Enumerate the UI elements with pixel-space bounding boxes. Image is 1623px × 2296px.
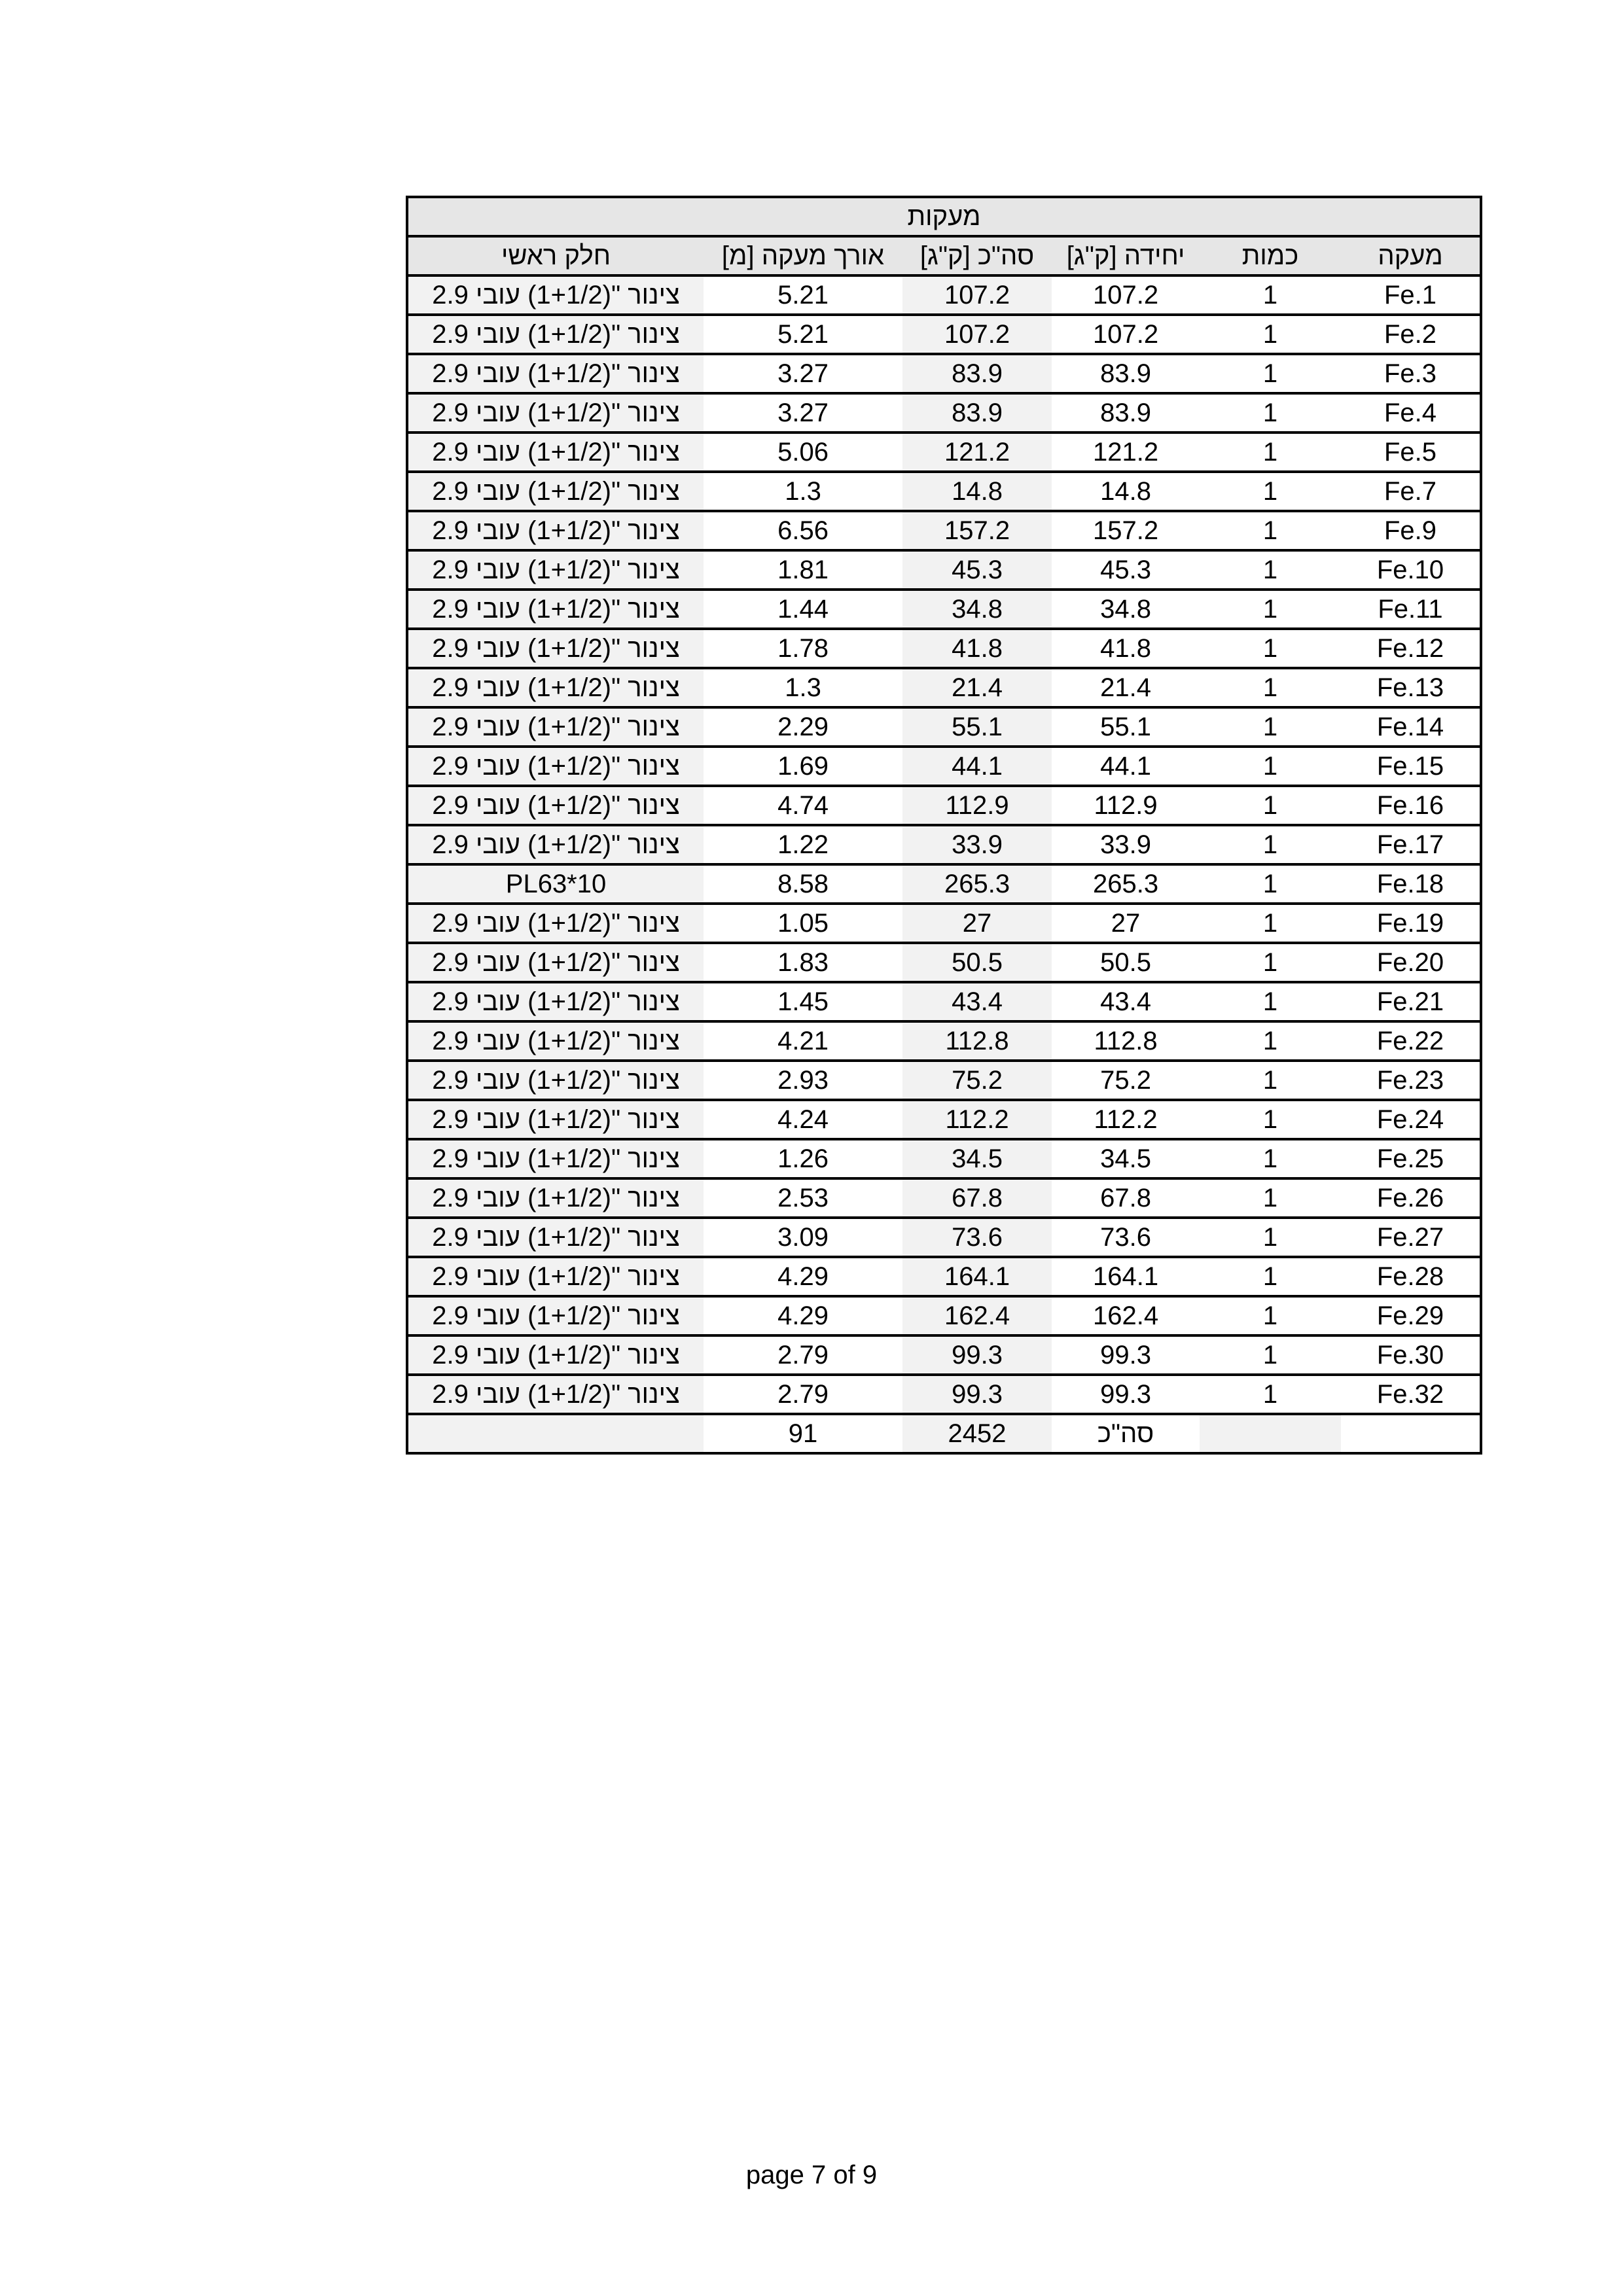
cell-total-weight: 112.8	[902, 1021, 1052, 1061]
cell-quantity: 1	[1200, 511, 1341, 550]
cell-quantity: 1	[1200, 1218, 1341, 1257]
cell-railing: Fe.19	[1341, 904, 1481, 943]
table-row	[407, 864, 1481, 904]
railings-table-container	[406, 196, 1480, 1455]
cell-total-weight: 157.2	[902, 511, 1052, 550]
cell-railing-length: 3.27	[704, 393, 902, 433]
cell-railing: Fe.22	[1341, 1021, 1481, 1061]
cell-railing-length: 1.83	[704, 943, 902, 982]
cell-total-weight: 121.2	[902, 433, 1052, 472]
totals-label: סה"כ	[1052, 1414, 1200, 1453]
cell-railing-length: 5.06	[704, 433, 902, 472]
cell-railing: Fe.13	[1341, 668, 1481, 707]
header-railing-length: אורך מעקה [מ]	[704, 236, 902, 275]
cell-unit-weight: 14.8	[1052, 472, 1200, 511]
cell-railing: Fe.15	[1341, 747, 1481, 786]
cell-railing: Fe.9	[1341, 511, 1481, 550]
cell-railing-length: 1.3	[704, 668, 902, 707]
cell-railing-length: 4.74	[704, 786, 902, 825]
cell-railing-length: 4.24	[704, 1100, 902, 1139]
cell-quantity: 1	[1200, 1061, 1341, 1100]
cell-unit-weight: 112.8	[1052, 1021, 1200, 1061]
cell-main-part: צינור "(1+1/2) עובי 2.9	[407, 472, 704, 511]
railings-table	[406, 196, 1482, 1455]
cell-railing-length: 1.44	[704, 590, 902, 629]
header-main-part: חלק ראשי	[407, 236, 704, 275]
cell-total-weight: 33.9	[902, 825, 1052, 864]
cell-quantity: 1	[1200, 982, 1341, 1021]
cell-unit-weight: 50.5	[1052, 943, 1200, 982]
totals-length: 91	[704, 1414, 902, 1453]
cell-quantity: 1	[1200, 629, 1341, 668]
cell-main-part: צינור "(1+1/2) עובי 2.9	[407, 1061, 704, 1100]
cell-railing-length: 2.93	[704, 1061, 902, 1100]
table-row	[407, 1218, 1481, 1257]
cell-quantity: 1	[1200, 707, 1341, 747]
cell-quantity: 1	[1200, 1335, 1341, 1375]
table-row	[407, 1335, 1481, 1375]
cell-total-weight: 99.3	[902, 1335, 1052, 1375]
cell-main-part: צינור "(1+1/2) עובי 2.9	[407, 590, 704, 629]
cell-unit-weight: 164.1	[1052, 1257, 1200, 1296]
cell-railing: Fe.23	[1341, 1061, 1481, 1100]
cell-railing-length: 1.22	[704, 825, 902, 864]
cell-unit-weight: 112.9	[1052, 786, 1200, 825]
cell-total-weight: 83.9	[902, 354, 1052, 393]
cell-main-part: צינור "(1+1/2) עובי 2.9	[407, 550, 704, 590]
header-unit-weight: יחידה [ק"ג]	[1052, 236, 1200, 275]
cell-railing-length: 2.79	[704, 1335, 902, 1375]
cell-quantity: 1	[1200, 668, 1341, 707]
table-row	[407, 1100, 1481, 1139]
cell-unit-weight: 55.1	[1052, 707, 1200, 747]
cell-railing: Fe.3	[1341, 354, 1481, 393]
cell-total-weight: 41.8	[902, 629, 1052, 668]
cell-main-part: צינור "(1+1/2) עובי 2.9	[407, 904, 704, 943]
cell-main-part: צינור "(1+1/2) עובי 2.9	[407, 1296, 704, 1335]
cell-total-weight: 107.2	[902, 315, 1052, 354]
table-row	[407, 904, 1481, 943]
cell-unit-weight: 44.1	[1052, 747, 1200, 786]
cell-railing-length: 1.69	[704, 747, 902, 786]
cell-quantity: 1	[1200, 747, 1341, 786]
table-row	[407, 1061, 1481, 1100]
cell-main-part: צינור "(1+1/2) עובי 2.9	[407, 1100, 704, 1139]
cell-railing: Fe.25	[1341, 1139, 1481, 1178]
table-row	[407, 590, 1481, 629]
cell-main-part: צינור "(1+1/2) עובי 2.9	[407, 1375, 704, 1414]
cell-quantity: 1	[1200, 1021, 1341, 1061]
totals-empty-quantity	[1200, 1414, 1341, 1453]
cell-total-weight: 55.1	[902, 707, 1052, 747]
cell-railing-length: 4.29	[704, 1257, 902, 1296]
cell-railing-length: 5.21	[704, 315, 902, 354]
cell-total-weight: 162.4	[902, 1296, 1052, 1335]
table-row	[407, 472, 1481, 511]
cell-railing: Fe.20	[1341, 943, 1481, 982]
cell-quantity: 1	[1200, 275, 1341, 315]
cell-main-part: צינור "(1+1/2) עובי 2.9	[407, 354, 704, 393]
cell-main-part: PL63*10	[407, 864, 704, 904]
totals-row	[407, 1414, 1481, 1453]
table-row	[407, 786, 1481, 825]
cell-quantity: 1	[1200, 1296, 1341, 1335]
cell-unit-weight: 45.3	[1052, 550, 1200, 590]
cell-railing: Fe.18	[1341, 864, 1481, 904]
cell-railing: Fe.11	[1341, 590, 1481, 629]
cell-main-part: צינור "(1+1/2) עובי 2.9	[407, 747, 704, 786]
cell-railing-length: 6.56	[704, 511, 902, 550]
cell-main-part: צינור "(1+1/2) עובי 2.9	[407, 315, 704, 354]
table-row	[407, 1375, 1481, 1414]
cell-total-weight: 99.3	[902, 1375, 1052, 1414]
cell-quantity: 1	[1200, 786, 1341, 825]
cell-unit-weight: 43.4	[1052, 982, 1200, 1021]
cell-unit-weight: 83.9	[1052, 354, 1200, 393]
cell-railing-length: 3.27	[704, 354, 902, 393]
cell-railing: Fe.32	[1341, 1375, 1481, 1414]
table-row	[407, 511, 1481, 550]
cell-total-weight: 21.4	[902, 668, 1052, 707]
table-header-row	[407, 236, 1481, 275]
cell-main-part: צינור "(1+1/2) עובי 2.9	[407, 1178, 704, 1218]
cell-main-part: צינור "(1+1/2) עובי 2.9	[407, 943, 704, 982]
cell-railing-length: 8.58	[704, 864, 902, 904]
table-row	[407, 1178, 1481, 1218]
cell-railing: Fe.29	[1341, 1296, 1481, 1335]
table-row	[407, 550, 1481, 590]
cell-main-part: צינור "(1+1/2) עובי 2.9	[407, 1257, 704, 1296]
cell-railing-length: 5.21	[704, 275, 902, 315]
cell-quantity: 1	[1200, 864, 1341, 904]
table-row	[407, 668, 1481, 707]
cell-railing: Fe.26	[1341, 1178, 1481, 1218]
table-row	[407, 943, 1481, 982]
table-row	[407, 354, 1481, 393]
cell-unit-weight: 75.2	[1052, 1061, 1200, 1100]
cell-quantity: 1	[1200, 1139, 1341, 1178]
table-row	[407, 707, 1481, 747]
cell-railing: Fe.5	[1341, 433, 1481, 472]
cell-quantity: 1	[1200, 433, 1341, 472]
cell-main-part: צינור "(1+1/2) עובי 2.9	[407, 668, 704, 707]
cell-total-weight: 112.2	[902, 1100, 1052, 1139]
cell-unit-weight: 67.8	[1052, 1178, 1200, 1218]
table-row	[407, 433, 1481, 472]
cell-quantity: 1	[1200, 354, 1341, 393]
cell-railing-length: 1.05	[704, 904, 902, 943]
totals-empty-railing	[1341, 1414, 1481, 1453]
cell-unit-weight: 99.3	[1052, 1335, 1200, 1375]
cell-unit-weight: 27	[1052, 904, 1200, 943]
table-row	[407, 1139, 1481, 1178]
table-row	[407, 275, 1481, 315]
header-railing: מעקה	[1341, 236, 1481, 275]
cell-total-weight: 112.9	[902, 786, 1052, 825]
cell-railing: Fe.2	[1341, 315, 1481, 354]
cell-railing: Fe.16	[1341, 786, 1481, 825]
cell-railing-length: 1.26	[704, 1139, 902, 1178]
cell-unit-weight: 73.6	[1052, 1218, 1200, 1257]
table-row	[407, 629, 1481, 668]
cell-main-part: צינור "(1+1/2) עובי 2.9	[407, 1218, 704, 1257]
table-row	[407, 1257, 1481, 1296]
cell-quantity: 1	[1200, 1257, 1341, 1296]
cell-main-part: צינור "(1+1/2) עובי 2.9	[407, 629, 704, 668]
cell-unit-weight: 41.8	[1052, 629, 1200, 668]
cell-total-weight: 44.1	[902, 747, 1052, 786]
cell-railing: Fe.1	[1341, 275, 1481, 315]
cell-total-weight: 75.2	[902, 1061, 1052, 1100]
cell-quantity: 1	[1200, 943, 1341, 982]
cell-total-weight: 83.9	[902, 393, 1052, 433]
cell-unit-weight: 99.3	[1052, 1375, 1200, 1414]
cell-unit-weight: 162.4	[1052, 1296, 1200, 1335]
cell-total-weight: 73.6	[902, 1218, 1052, 1257]
cell-quantity: 1	[1200, 590, 1341, 629]
cell-unit-weight: 34.8	[1052, 590, 1200, 629]
cell-railing: Fe.17	[1341, 825, 1481, 864]
cell-railing-length: 2.53	[704, 1178, 902, 1218]
totals-weight: 2452	[902, 1414, 1052, 1453]
cell-railing: Fe.10	[1341, 550, 1481, 590]
cell-total-weight: 67.8	[902, 1178, 1052, 1218]
cell-unit-weight: 107.2	[1052, 315, 1200, 354]
cell-unit-weight: 107.2	[1052, 275, 1200, 315]
cell-unit-weight: 34.5	[1052, 1139, 1200, 1178]
cell-main-part: צינור "(1+1/2) עובי 2.9	[407, 511, 704, 550]
cell-quantity: 1	[1200, 1178, 1341, 1218]
cell-railing-length: 4.29	[704, 1296, 902, 1335]
cell-quantity: 1	[1200, 1100, 1341, 1139]
cell-main-part: צינור "(1+1/2) עובי 2.9	[407, 786, 704, 825]
table-title-row	[407, 197, 1481, 236]
cell-unit-weight: 83.9	[1052, 393, 1200, 433]
cell-main-part: צינור "(1+1/2) עובי 2.9	[407, 1139, 704, 1178]
cell-railing: Fe.27	[1341, 1218, 1481, 1257]
cell-quantity: 1	[1200, 472, 1341, 511]
cell-total-weight: 34.8	[902, 590, 1052, 629]
cell-railing-length: 2.29	[704, 707, 902, 747]
cell-railing: Fe.30	[1341, 1335, 1481, 1375]
cell-railing-length: 2.79	[704, 1375, 902, 1414]
cell-total-weight: 265.3	[902, 864, 1052, 904]
cell-railing: Fe.21	[1341, 982, 1481, 1021]
cell-unit-weight: 112.2	[1052, 1100, 1200, 1139]
header-quantity: כמות	[1200, 236, 1341, 275]
cell-railing: Fe.24	[1341, 1100, 1481, 1139]
cell-railing-length: 1.45	[704, 982, 902, 1021]
cell-quantity: 1	[1200, 550, 1341, 590]
cell-quantity: 1	[1200, 315, 1341, 354]
page-number: page 7 of 9	[745, 2161, 878, 2189]
cell-main-part: צינור "(1+1/2) עובי 2.9	[407, 393, 704, 433]
table-row	[407, 393, 1481, 433]
table-row	[407, 315, 1481, 354]
cell-unit-weight: 21.4	[1052, 668, 1200, 707]
cell-quantity: 1	[1200, 904, 1341, 943]
cell-main-part: צינור "(1+1/2) עובי 2.9	[407, 707, 704, 747]
cell-railing-length: 1.78	[704, 629, 902, 668]
cell-total-weight: 43.4	[902, 982, 1052, 1021]
totals-empty-part	[407, 1414, 704, 1453]
cell-total-weight: 27	[902, 904, 1052, 943]
header-total-weight: סה"כ [ק"ג]	[902, 236, 1052, 275]
cell-main-part: צינור "(1+1/2) עובי 2.9	[407, 433, 704, 472]
table-row	[407, 825, 1481, 864]
cell-railing: Fe.4	[1341, 393, 1481, 433]
cell-railing: Fe.7	[1341, 472, 1481, 511]
cell-main-part: צינור "(1+1/2) עובי 2.9	[407, 982, 704, 1021]
cell-quantity: 1	[1200, 393, 1341, 433]
table-row	[407, 1021, 1481, 1061]
cell-unit-weight: 157.2	[1052, 511, 1200, 550]
table-title: מעקות	[407, 197, 1481, 236]
cell-total-weight: 107.2	[902, 275, 1052, 315]
cell-total-weight: 34.5	[902, 1139, 1052, 1178]
cell-railing-length: 1.81	[704, 550, 902, 590]
cell-quantity: 1	[1200, 825, 1341, 864]
cell-railing-length: 3.09	[704, 1218, 902, 1257]
cell-total-weight: 50.5	[902, 943, 1052, 982]
cell-main-part: צינור "(1+1/2) עובי 2.9	[407, 275, 704, 315]
cell-unit-weight: 265.3	[1052, 864, 1200, 904]
cell-railing-length: 1.3	[704, 472, 902, 511]
cell-quantity: 1	[1200, 1375, 1341, 1414]
cell-main-part: צינור "(1+1/2) עובי 2.9	[407, 825, 704, 864]
cell-total-weight: 14.8	[902, 472, 1052, 511]
cell-railing: Fe.12	[1341, 629, 1481, 668]
cell-unit-weight: 121.2	[1052, 433, 1200, 472]
cell-total-weight: 45.3	[902, 550, 1052, 590]
cell-unit-weight: 33.9	[1052, 825, 1200, 864]
cell-main-part: צינור "(1+1/2) עובי 2.9	[407, 1335, 704, 1375]
cell-total-weight: 164.1	[902, 1257, 1052, 1296]
cell-railing: Fe.14	[1341, 707, 1481, 747]
table-row	[407, 982, 1481, 1021]
cell-main-part: צינור "(1+1/2) עובי 2.9	[407, 1021, 704, 1061]
table-row	[407, 1296, 1481, 1335]
table-row	[407, 747, 1481, 786]
cell-railing-length: 4.21	[704, 1021, 902, 1061]
cell-railing: Fe.28	[1341, 1257, 1481, 1296]
